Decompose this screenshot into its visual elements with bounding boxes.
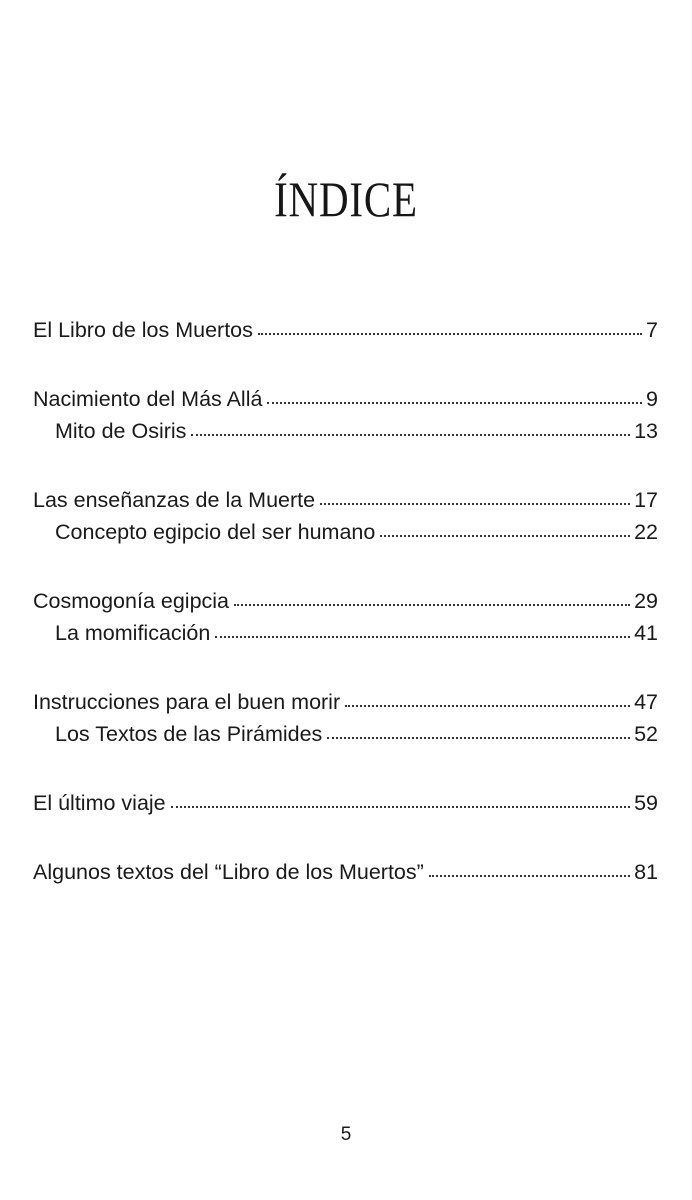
toc-entry-label: La momificación [55, 621, 211, 645]
toc-entry-page: 29 [634, 589, 658, 613]
toc-entry [33, 383, 658, 415]
toc-entry-page: 59 [634, 791, 658, 815]
toc-entry [33, 585, 658, 617]
dot-leader [320, 503, 630, 505]
toc-group [33, 484, 658, 548]
dot-leader [380, 535, 630, 537]
toc-entry-page: 9 [646, 387, 658, 411]
dot-leader [234, 604, 630, 606]
dot-leader [191, 434, 630, 436]
toc-entry-label: Instrucciones para el buen morir [33, 690, 341, 714]
page-number: 5 [340, 1124, 352, 1145]
dot-leader [327, 737, 630, 739]
toc-group [33, 383, 658, 447]
toc-entry-label: Nacimiento del Más Allá [33, 387, 263, 411]
toc-subentry [33, 718, 658, 750]
dot-leader [345, 705, 630, 707]
toc-group [33, 856, 658, 888]
toc-subentry [33, 415, 658, 447]
toc-entry-label: El último viaje [33, 791, 166, 815]
dot-leader [171, 806, 630, 808]
toc-entry-label: Los Textos de las Pirámides [55, 722, 323, 746]
table-of-contents [33, 314, 658, 925]
dot-leader [258, 333, 642, 335]
toc-entry-page: 17 [634, 488, 658, 512]
toc-entry-page: 52 [634, 722, 658, 746]
toc-group [33, 686, 658, 750]
toc-entry-label: Concepto egipcio del ser humano [55, 520, 376, 544]
toc-entry-label: Algunos textos del “Libro de los Muertos” [33, 860, 424, 884]
toc-entry [33, 314, 658, 346]
toc-group [33, 585, 658, 649]
toc-entry-page: 47 [634, 690, 658, 714]
toc-subentry [33, 516, 658, 548]
toc-entry [33, 686, 658, 718]
toc-entry-page: 22 [634, 520, 658, 544]
page-title: ÍNDICE [274, 171, 418, 227]
dot-leader [215, 636, 630, 638]
toc-entry-page: 81 [634, 860, 658, 884]
toc-entry-label: Las enseñanzas de la Muerte [33, 488, 316, 512]
toc-subentry [33, 617, 658, 649]
toc-entry-page: 41 [634, 621, 658, 645]
toc-entry-label: Mito de Osiris [55, 419, 187, 443]
toc-entry [33, 856, 658, 888]
dot-leader [429, 875, 630, 877]
dot-leader [267, 402, 642, 404]
toc-entry-page: 13 [634, 419, 658, 443]
toc-group [33, 314, 658, 346]
toc-entry [33, 787, 658, 819]
toc-entry-label: Cosmogonía egipcia [33, 589, 230, 613]
toc-entry-label: El Libro de los Muertos [33, 318, 253, 342]
toc-group [33, 787, 658, 819]
toc-entry [33, 484, 658, 516]
toc-entry-page: 7 [646, 318, 658, 342]
